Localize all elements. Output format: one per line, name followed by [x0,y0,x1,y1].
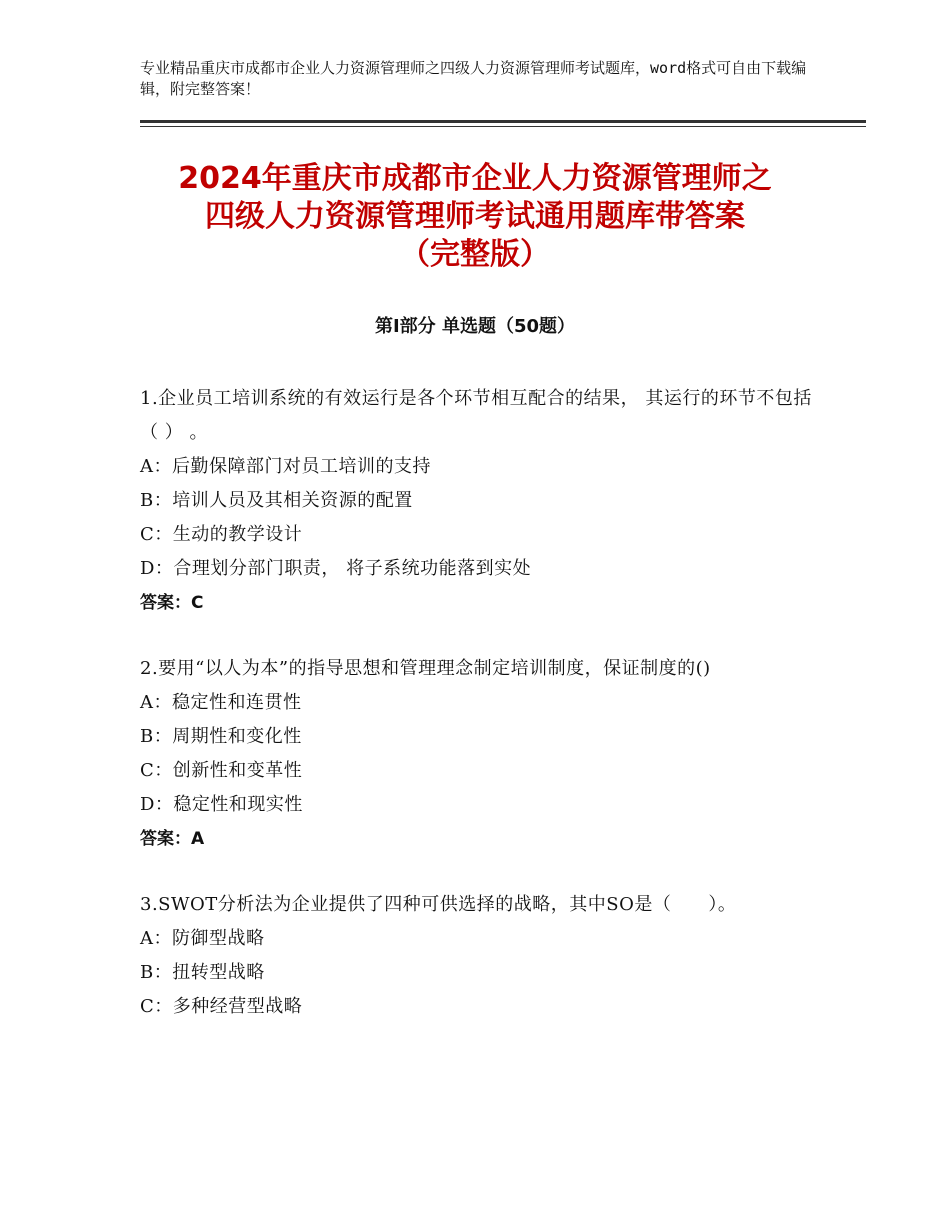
option-d: D：合理划分部门职责， 将子系统功能落到实处 [140,558,532,579]
answer: 答案：C [140,593,204,613]
title-line-3: （完整版） [400,237,550,272]
option-a: A：后勤保障部门对员工培训的支持 [140,456,431,477]
title-line-2: 四级人力资源管理师考试通用题库带答案 [205,199,745,234]
section-title: 第Ⅰ部分 单选题（50题） [374,316,575,337]
option-b: B：培训人员及其相关资源的配置 [140,490,413,511]
question-stem: 3.SWOT分析法为企业提供了四种可供选择的战略，其中SO是（ ）。 [140,894,737,915]
header-note: 专业精品重庆市成都市企业人力资源管理师之四级人力资源管理师考试题库，word格式可自由下载编辑，附完整答案！ [140,59,807,98]
option-c: C：创新性和变革性 [140,760,303,781]
document-title [100,160,850,274]
title-line-1: 2024年重庆市成都市企业人力资源管理师之 [178,161,772,196]
question-1 [140,382,820,620]
option-b: B：扭转型战略 [140,962,265,983]
answer: 答案：A [140,829,205,849]
option-b: B：周期性和变化性 [140,726,302,747]
header-divider [140,120,866,127]
question-stem: 2.要用“以人为本”的指导思想和管理理念制定培训制度，保证制度的() [140,658,711,679]
question-stem: 1.企业员工培训系统的有效运行是各个环节相互配合的结果， 其运行的环节不包括（ ） 。 [140,388,812,443]
question-3 [140,888,820,1024]
option-c: C：生动的教学设计 [140,524,303,545]
option-a: A：稳定性和连贯性 [140,692,302,713]
option-d: D：稳定性和现实性 [140,794,303,815]
question-2 [140,652,820,856]
question-list [140,382,820,1056]
option-c: C：多种经营型战略 [140,996,303,1017]
option-a: A：防御型战略 [140,928,265,949]
